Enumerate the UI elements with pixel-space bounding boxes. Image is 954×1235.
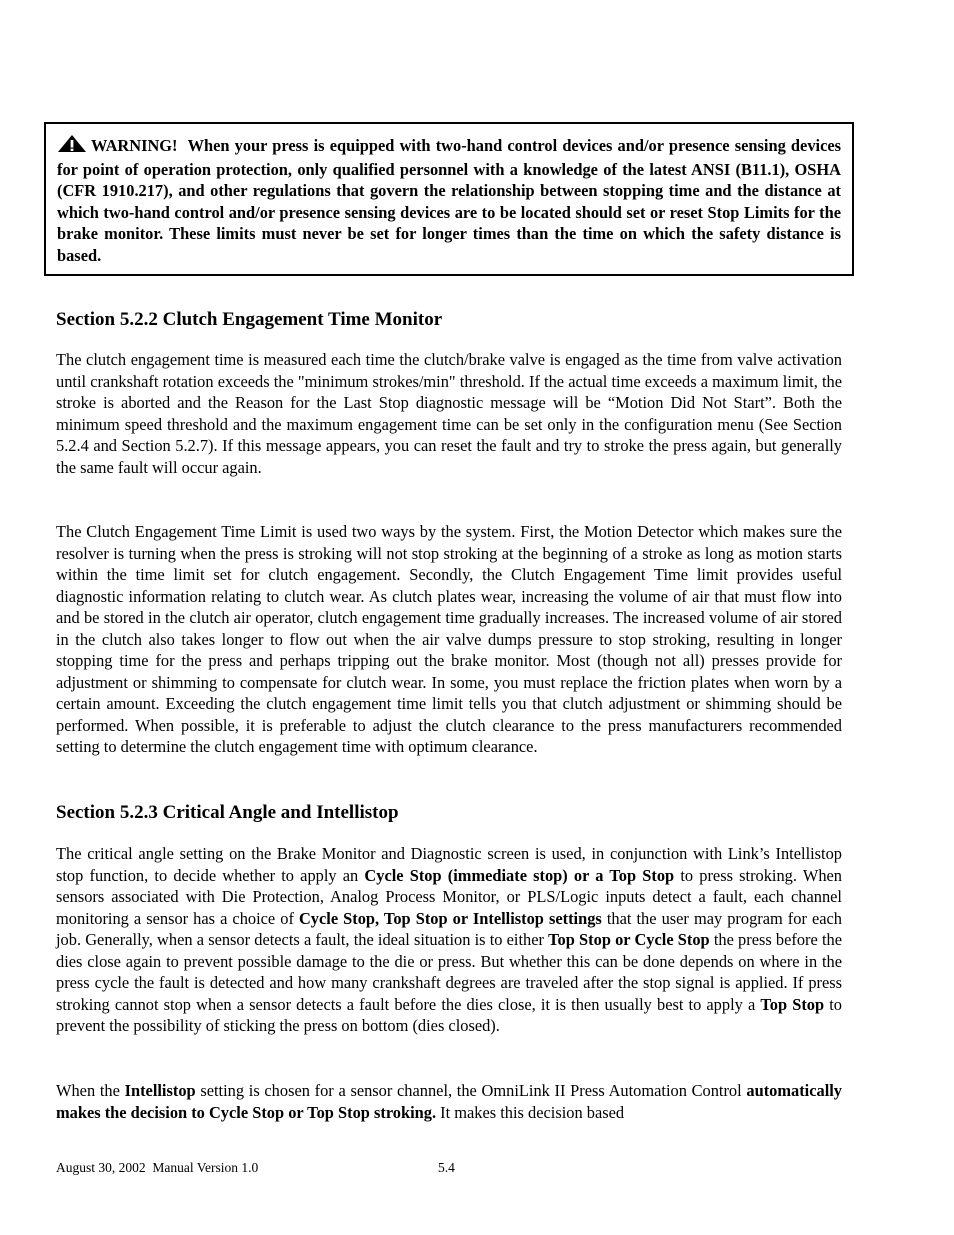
bold-run: Intellistop [124,1081,196,1100]
warning-triangle-icon [57,134,87,159]
section-523-paragraph-1 [56,843,842,1037]
warning-lead: WARNING! [91,136,178,155]
bold-run: Top Stop [760,994,825,1014]
section-522-paragraph-2: The Clutch Engagement Time Limit is used two ways by the system. First, the Motion Detector which makes sure the resolver is turning when the press is stroking will not stop stroking at the beginning of a stroke as long as motion starts within the time limit set for clutch engagement. Secondly, the Clutch Engagement Time limit provides useful diagnostic information relating to clutch wear. As clutch plates wear, increasing the volume of air that must flow into and be stored in the clutch air operator, clutch engagement time gradually increases. The increased volume of air stored in the clutch also takes longer to flow out when the air valve dumps pressure to stop stroking, resulting in longer stopping time for the press and perhaps tripping out the brake monitor. Most (though not all) presses provide for adjustment or shimming to compensate for clutch wear. In some, you must replace the friction plates when worn by a certain amount. Exceeding the clutch engagement time limit tells you that clutch adjustment or shimming should be performed. When possible, it is preferable to adjust the clutch clearance to the press manufacturers recommended setting to determine the clutch engagement time with optimum clearance. [56,522,842,756]
text-run: When the [56,1081,125,1100]
bold-run: Cycle Stop (immediate stop) or a Top Stop [364,865,675,885]
section-522-heading: Section 5.2.2 Clutch Engagement Time Monitor [56,309,443,330]
section-523-paragraph-2 [56,1080,842,1123]
text-run: to press stroking. When sensors associated with Die Protection, Analog Process Monitor, or PLS/Logic inputs detect a fault, each channel monitoring a sensor has a choice of [56,865,842,928]
text-run: It makes this decision based [436,1102,625,1122]
text-run: The critical angle setting on the Brake Monitor and Diagnostic screen is used, in conjunction with Link’s Intellistop stop function, to decide whether to apply an [56,844,842,885]
bold-run: automatically makes the decision to Cycle Stop or Top Stop stroking. [56,1081,843,1122]
section-523-heading: Section 5.2.3 Critical Angle and Intellistop [56,802,399,823]
bold-run: Cycle Stop, Top Stop or Intellistop settings [298,908,602,928]
text-run: to prevent the possibility of sticking the press on bottom (dies closed). [56,994,842,1035]
warning-box [44,122,854,276]
text-run: setting is chosen for a sensor channel, the OmniLink II Press Automation Control [195,1081,747,1100]
bold-run: Top Stop or Cycle Stop [548,930,710,949]
footer-date-version: August 30, 2002 Manual Version 1.0 [56,1160,259,1175]
warning-text: When your press is equipped with two-hand control devices and/or presence sensing devices for point of operation protection, only qualified personnel with a knowledge of the latest ANSI (B11.1), OSHA (CFR 1910.217), and other regulations that govern the relationship between stopping time and the distance at which two-hand control and/or presence sensing devices are to be located should set or reset Stop Limits for the brake monitor. These limits must never be set for longer times than the time on which the safety distance is based. [57,136,842,265]
section-522-paragraph-1: The clutch engagement time is measured each time the clutch/brake valve is engaged as the time from valve activation until crankshaft rotation exceeds the "minimum strokes/min" threshold. If the actual time exceeds a maximum limit, the stroke is aborted and the Reason for the Last Stop diagnostic message will be “Motion Did Not Start”. Both the minimum speed threshold and the maximum engagement time can be set only in the configuration menu (See Section 5.2.4 and Section 5.2.7). If this message appears, you can reset the fault and try to stroke the press again, but generally the same fault will occur again. [56,350,842,477]
text-run: that the user may program for each job. Generally, when a sensor detects a fault, the ideal situation is to either [56,908,842,949]
text-run: the press before the dies close again to prevent possible damage to the die or press. But whether this can be done depends on where in the press cycle the fault is detected and how many crankshaft degrees are traveled after the stop signal is applied. If press stroking cannot stop when a sensor detects a fault before the dies close, it is then usually best to apply a [56,930,842,1014]
footer-page-number: 5.4 [438,1160,455,1175]
